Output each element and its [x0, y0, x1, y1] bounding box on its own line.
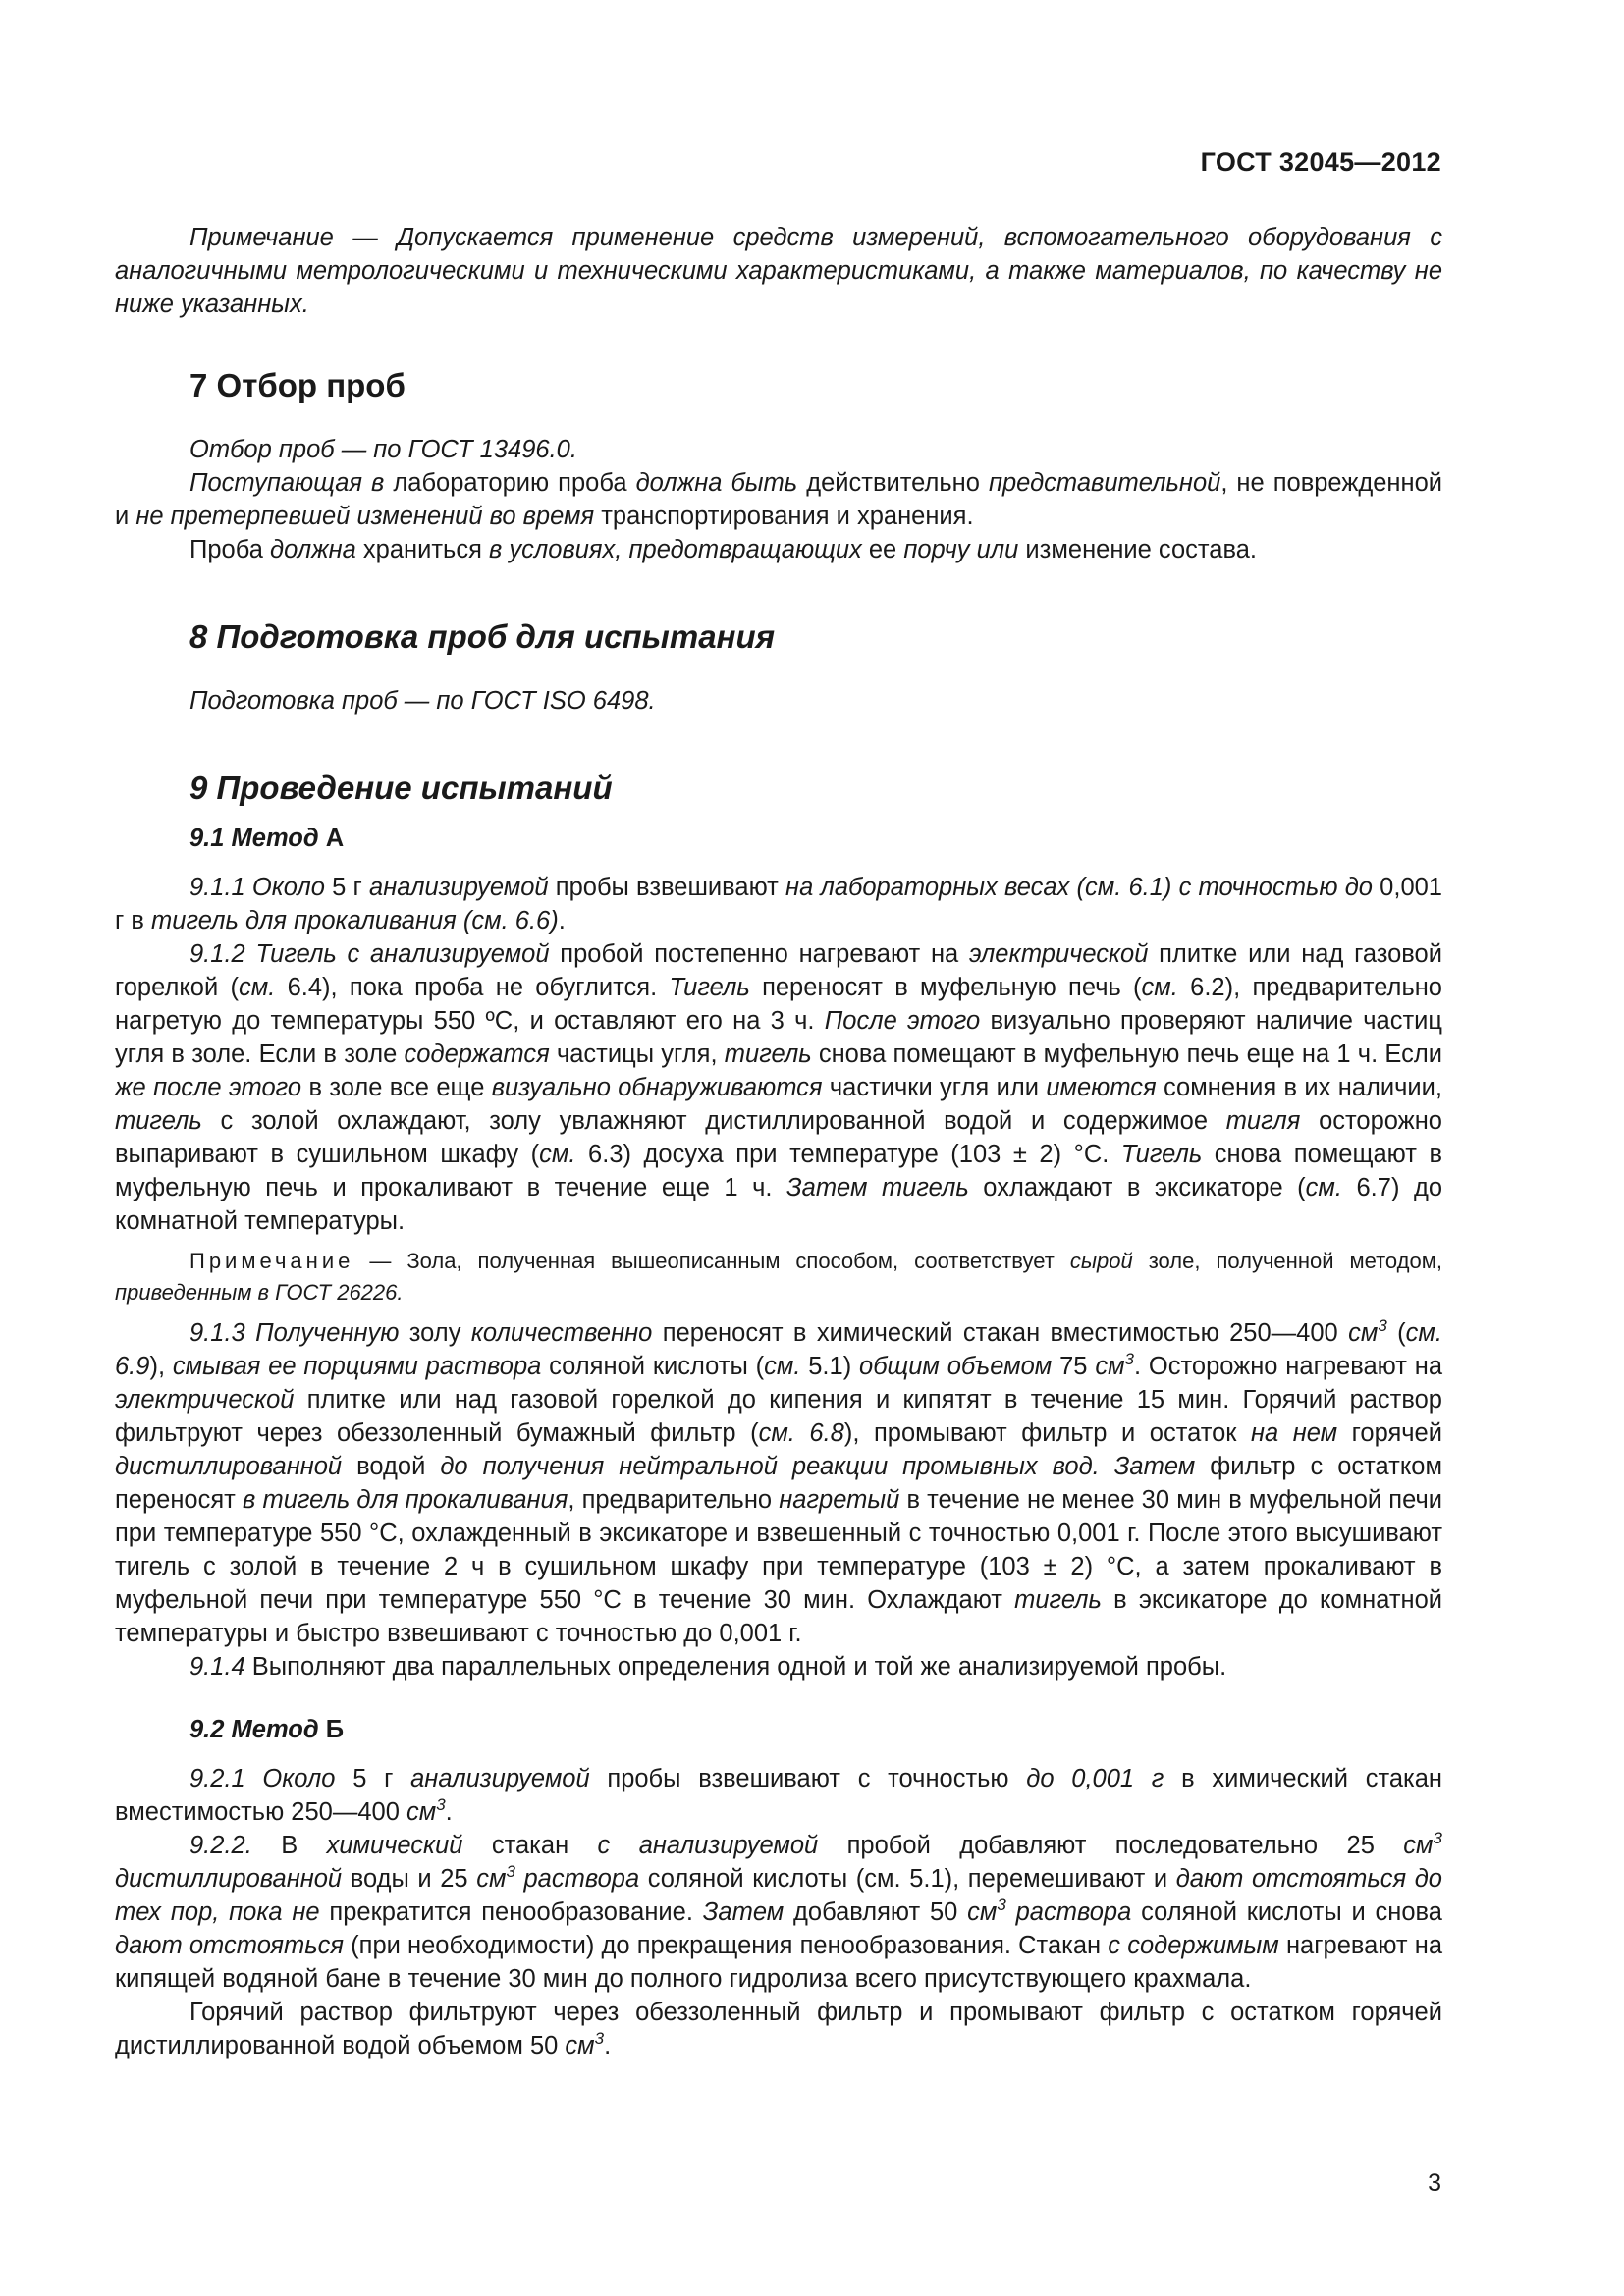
section-7-paragraph-1: Отбор проб — по ГОСТ 13496.0.: [189, 436, 577, 463]
section-8-paragraph-1: Подготовка проб — по ГОСТ ISO 6498.: [189, 687, 656, 715]
note-paragraph-2: Примечание — Зола, полученная вышеописанным способом, соответствует сырой золе, полученной методом, приведенным в ГОСТ 26226.: [115, 1249, 1442, 1305]
standard-header: ГОСТ 32045—2012: [1200, 147, 1441, 177]
section-7-heading: 7 Отбор проб: [189, 367, 406, 403]
note-label: Примечание: [189, 224, 334, 251]
paragraph-9-1-1: 9.1.1 Около 5 г анализируемой пробы взвешивают на лабораторных весах (см. 6.1) с точностью до 0,001 г в тигель для прокаливания (см. 6.6).: [115, 874, 1442, 934]
section-7-paragraph-2: Поступающая в лабораторию проба должна быть действительно представительной, не поврежденной и не претерпевшей изменений во время транспортирования и хранения.: [115, 469, 1443, 530]
paragraph-9-1-2: 9.1.2 Тигель с анализируемой пробой постепенно нагревают на электрической плитке или над газовой горелкой (см. 6.4), пока проба не обуглится. Тигель переносят в муфельную печь (см. 6.2), предварительно нагретую до температуры 550 ºС, и оставляют его на 3 ч. После этого визуально проверяют наличие частиц угля в золе. Если в золе содержатся частицы угля, тигель снова помещают в муфельную печь еще на 1 ч. Если же после этого в золе все еще визуально обнаруживаются частички угля или имеются сомнения в их наличии, тигель с золой охлаждают, золу увлажняют дистиллированной водой и содержимое тигля осторожно выпаривают в сушильном шкафу (см. 6.3) досуха при температуре (103 ± 2) °С. Тигель снова помещают в муфельную печь и прокаливают в течение еще 1 ч. Затем тигель охлаждают в эксикаторе (см. 6.7) до комнатной температуры.: [115, 940, 1443, 1235]
paragraph-9-2-3: Горячий раствор фильтруют через обеззоленный фильтр и промывают фильтр с остатком горячей дистиллированной водой объемом 50 $см^3$.: [115, 1999, 1442, 2059]
paragraph-9-1-3: 9.1.3 Полученную золу количественно переносят в химический стакан вместимостью 250—400 $см^3$ (см. 6.9), смывая ее порциями раствора соляной кислоты (см. 5.1) общим объемом 75 $см^3$. Осторожно нагревают на электрической плитке или над газовой горелкой до кипения и кипятят в течение 15 мин. Горячий раствор фильтруют через обеззоленный бумажный фильтр (см. 6.8), промывают фильтр и остаток на нем горячей дистиллированной водой до получения нейтральной реакции промывных вод. Затем фильтр с остатком переносят в тигель для прокаливания, предварительно нагретый в течение не менее 30 мин в муфельной печи при температуре 550 °С, охлажденный в эксикаторе и взвешенный с точностью 0,001 г. После этого высушивают тигель с золой в течение 2 ч в сушильном шкафу при температуре (103 ± 2) °С, а затем прокаливают в муфельной печи при температуре 550 °С в течение 30 мин. Охлаждают тигель в эксикаторе до комнатной температуры и быстро взвешивают с точностью до 0,001 г.: [115, 1316, 1443, 1647]
method-b-heading: 9.2 Метод Б: [189, 1716, 345, 1743]
paragraph-9-1-4: 9.1.4 Выполняют два параллельных определения одной и той же анализируемой пробы.: [189, 1653, 1227, 1681]
note-paragraph: Примечание — Допускается применение средств измерений, вспомогательного оборудования с аналогичными метрологическими и техническими характеристиками, а также материалов, по качеству не ниже указанных.: [115, 224, 1442, 318]
section-8-heading: 8 Подготовка проб для испытания: [189, 618, 776, 655]
section-7-paragraph-3: Проба должна храниться в условиях, предотвращающих ее порчу или изменение состава.: [189, 536, 1258, 563]
paragraph-9-2-2: 9.2.2. В химический стакан с анализируемой пробой добавляют последовательно 25 $см^3$ дистиллированной воды и 25 $см^3$ раствора соляной кислоты (см. 5.1), перемешивают и дают отстояться до тех пор, пока не прекратится пенообразование. Затем добавляют 50 $см^3$ раствора соляной кислоты и снова дают отстояться (при необходимости) до прекращения пенообразования. Стакан с содержимым нагревают на кипящей водяной бане в течение 30 мин до полного гидролиза всего присутствующего крахмала.: [115, 1829, 1442, 1993]
paragraph-9-2-1: 9.2.1 Около 5 г анализируемой пробы взвешивают с точностью до 0,001 г в химический стакан вместимостью 250—400 $см^3$.: [115, 1765, 1442, 1826]
method-a-heading: 9.1 Метод А: [189, 825, 345, 852]
page-number: 3: [1428, 2169, 1441, 2197]
section-9-heading: 9 Проведение испытаний: [189, 770, 613, 806]
document-body: [115, 221, 1442, 2062]
